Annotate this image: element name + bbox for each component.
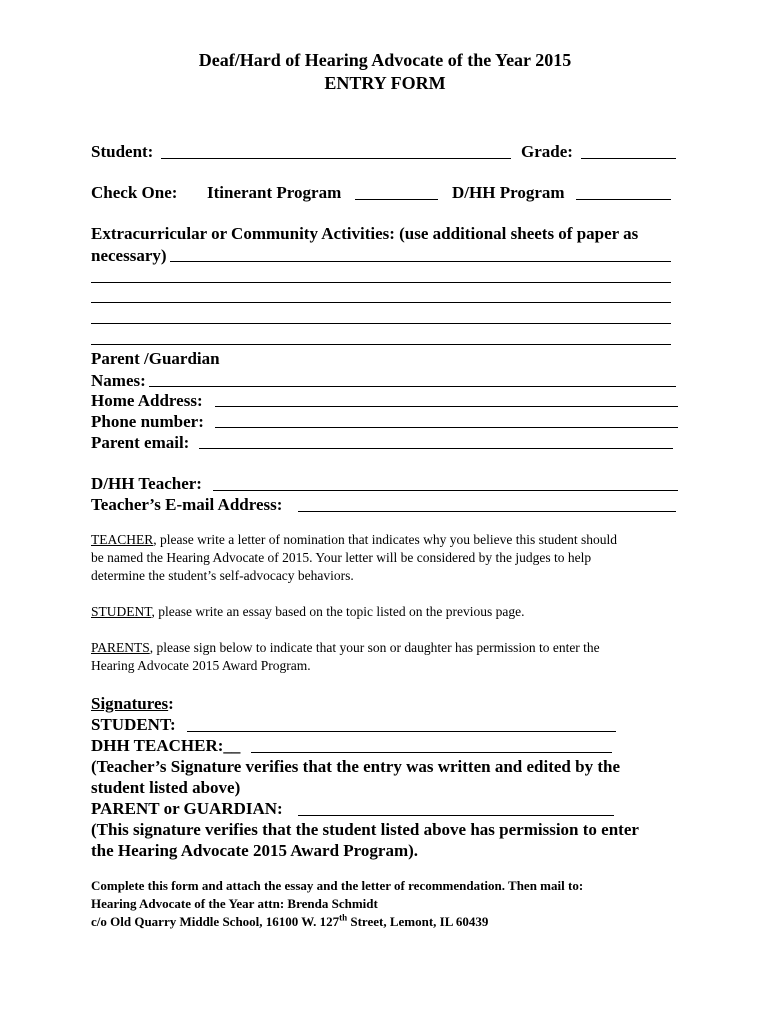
signatures-heading <box>91 693 174 714</box>
parents-instruction <box>91 639 600 657</box>
teacher-signature-note-cont: student listed above) <box>91 778 241 797</box>
parents-instruction-line: Hearing Advocate 2015 Award Program. <box>91 658 311 673</box>
teacher-keyword: TEACHER <box>91 532 154 547</box>
mailing-address-suffix: th <box>339 912 348 923</box>
form-title: Deaf/Hard of Hearing Advocate of the Year 2015 <box>198 50 572 70</box>
parents-keyword: PARENTS <box>91 640 150 655</box>
teacher-email-label: Teacher’s E-mail Address: <box>91 495 283 514</box>
activities-label-cont: necessary) <box>91 246 167 265</box>
student-instruction-text: , please write an essay based on the topic listed on the previous page. <box>151 604 525 619</box>
parent-signature-note: (This signature verifies that the student listed above has permission to enter <box>91 820 639 839</box>
teacher-email-field[interactable] <box>298 511 676 512</box>
dhh-program-field[interactable] <box>576 199 671 200</box>
student-signature-label: STUDENT: <box>91 715 176 734</box>
mailing-instruction: Complete this form and attach the essay and the letter of recommendation. Then mail to: <box>91 878 584 893</box>
grade-label: Grade: <box>521 142 573 161</box>
dhh-teacher-field[interactable] <box>213 490 678 491</box>
student-signature-field[interactable] <box>187 731 616 732</box>
itinerant-program-label: Itinerant Program <box>207 183 342 202</box>
teacher-signature-note: (Teacher’s Signature verifies that the entry was written and edited by the <box>91 757 620 776</box>
dhh-teacher-signature-field[interactable] <box>251 752 612 753</box>
activities-line[interactable] <box>170 261 671 262</box>
parent-guardian-heading: Parent /Guardian <box>91 349 220 368</box>
form-subtitle: ENTRY FORM <box>324 73 446 93</box>
parent-email-field[interactable] <box>199 448 673 449</box>
activities-line[interactable] <box>91 323 671 324</box>
home-address-label: Home Address: <box>91 391 203 410</box>
student-label: Student: <box>91 142 154 161</box>
parent-email-label: Parent email: <box>91 433 190 452</box>
signatures-heading-colon: : <box>168 694 174 713</box>
teacher-instruction-line: determine the student’s self-advocacy behaviors. <box>91 568 354 583</box>
signatures-heading-text: Signatures <box>91 694 169 713</box>
parents-instruction-text: , please sign below to indicate that your son or daughter has permission to enter the <box>149 640 600 655</box>
itinerant-program-field[interactable] <box>355 199 438 200</box>
activities-label: Extracurricular or Community Activities: (use additional sheets of paper as <box>91 224 639 243</box>
mailing-address <box>91 913 488 931</box>
activities-line[interactable] <box>91 302 671 303</box>
names-field[interactable] <box>149 386 676 387</box>
parent-signature-label: PARENT or GUARDIAN: <box>91 799 283 818</box>
student-instruction <box>91 603 525 621</box>
mailing-address-part: c/o Old Quarry Middle School, 16100 W. 127 <box>91 914 340 929</box>
home-address-field[interactable] <box>215 406 678 407</box>
mailing-address-part: Street, Lemont, IL 60439 <box>347 914 489 929</box>
mailing-attention: Hearing Advocate of the Year attn: Brenda Schmidt <box>91 896 378 911</box>
teacher-instruction-line: be named the Hearing Advocate of 2015. Your letter will be considered by the judges to help <box>91 550 592 565</box>
grade-field[interactable] <box>581 158 676 159</box>
phone-number-label: Phone number: <box>91 412 204 431</box>
teacher-instruction-text: , please write a letter of nomination that indicates why you believe this student should <box>153 532 618 547</box>
student-keyword: STUDENT <box>91 604 152 619</box>
check-one-label: Check One: <box>91 183 178 202</box>
phone-number-field[interactable] <box>215 427 678 428</box>
teacher-instruction <box>91 531 617 549</box>
activities-line[interactable] <box>91 344 671 345</box>
parent-signature-field[interactable] <box>298 815 614 816</box>
dhh-program-label: D/HH Program <box>452 183 565 202</box>
parent-signature-note-cont: the Hearing Advocate 2015 Award Program). <box>91 841 419 860</box>
student-field[interactable] <box>161 158 511 159</box>
dhh-teacher-signature-label: DHH TEACHER:__ <box>91 736 241 755</box>
names-label: Names: <box>91 371 146 390</box>
dhh-teacher-label: D/HH Teacher: <box>91 474 202 493</box>
activities-line[interactable] <box>91 282 671 283</box>
